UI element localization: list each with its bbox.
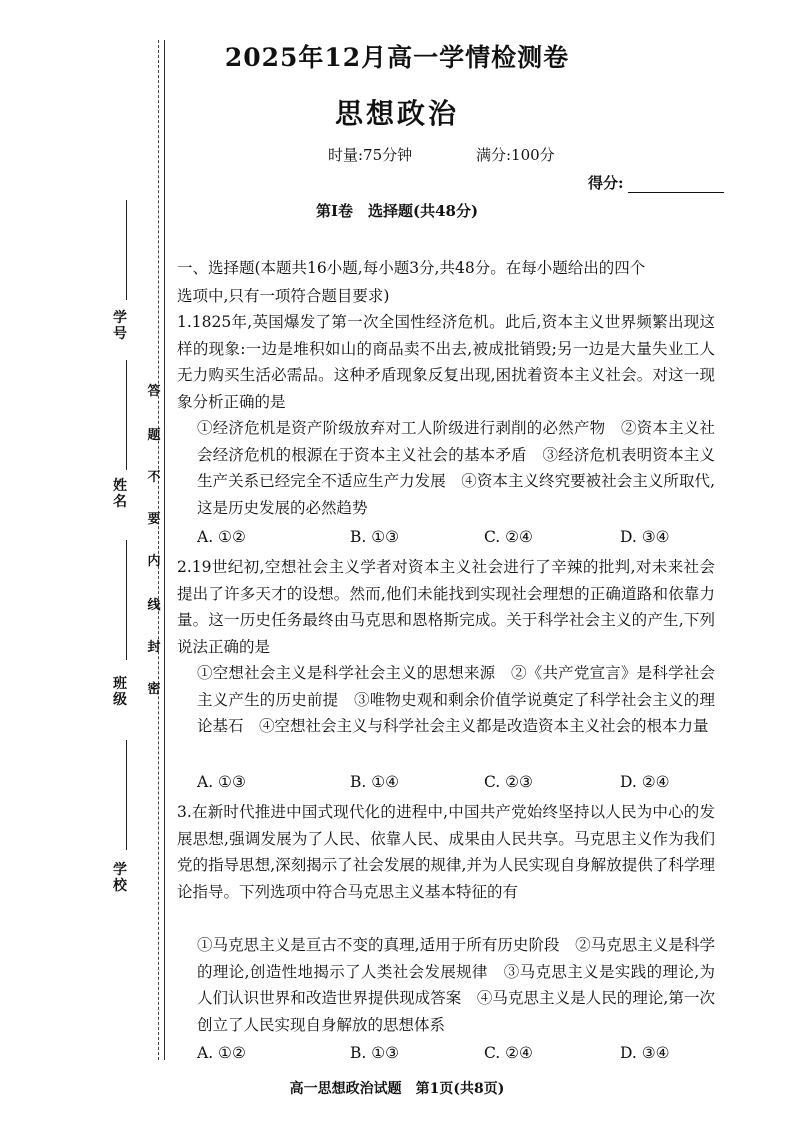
binding-warning-char: 不 [147,470,161,485]
time-limit: 时量:75分钟 [328,146,413,164]
question-2-option-b[interactable]: B. ①④ [350,773,400,791]
binding-warning-char: 线 [147,598,161,613]
section-intro-line-2: 选项中,只有一项符合题目要求) [177,287,390,305]
question-1-statements: ①经济危机是资产阶级放弃对工人阶级进行剥削的必然产物 ②资本主义社会经济危机的根源在于资本主义社会的基本矛盾 ③经济危机表明资本主义生产关系已经完全不适应生产力发展 ④资本主义终究要被社会主义所取代,这是历史发展的必然趋势 [197,419,715,517]
question-2-stem: 2.19世纪初,空想社会主义学者对资本主义社会进行了辛辣的批判,对未来社会提出了许多天才的设想。然而,他们未能找到实现社会理想的正确道路和依靠力量。这一历史任务最终由马克思和恩格斯完成。关于科学社会主义的产生,下列说法正确的是 [177,558,715,656]
name-label: 姓名 [113,478,127,510]
question-1-option-b[interactable]: B. ①③ [350,528,400,546]
class-label: 班级 [113,676,127,708]
question-3-stem: 3.在新时代推进中国式现代化的进程中,中国共产党始终坚持以人民为中心的发展思想,强调发展为了人民、依靠人民、成果由人民共享。马克思主义作为我们党的指导思想,深刻揭示了社会发展的规律,并为人民实现自身解放提供了科学理论指导。下列选项中符合马克思主义基本特征的有 [177,803,715,901]
section-intro-line-1: 一、选择题(本题共16小题,每小题3分,共48分。在每小题给出的四个 [177,259,646,277]
binding-warning-char: 题 [147,428,161,443]
student-id-label: 学号 [113,310,127,342]
question-3-option-a[interactable]: A. ①② [197,1044,246,1062]
question-1-option-a[interactable]: A. ①② [197,528,246,546]
name-field-line[interactable] [126,360,127,470]
question-3-option-b[interactable]: B. ①③ [350,1044,400,1062]
score-blank[interactable] [628,178,724,193]
score-label: 得分: [588,174,624,192]
binding-warning-char: 内 [147,554,161,569]
question-3-option-c[interactable]: C. ②④ [484,1044,533,1062]
question-1-option-d[interactable]: D. ③④ [620,528,670,546]
name-field-line-2[interactable] [126,540,127,660]
binding-warning-char: 封 [147,640,161,655]
question-3-option-d[interactable]: D. ③④ [620,1044,670,1062]
binding-warning-char: 密 [147,682,161,697]
question-2-option-c[interactable]: C. ②③ [484,773,533,791]
question-2-option-a[interactable]: A. ①③ [197,773,246,791]
question-1-option-c[interactable]: C. ②④ [484,528,533,546]
binding-solid-line [164,40,165,1060]
question-1-stem: 1.1825年,英国爆发了第一次全国性经济危机。此后,资本主义世界频繁出现这样的现象:一边是堆积如山的商品卖不出去,被成批销毁;另一边是大量失业工人无力购买生活必需品。这种矛盾现象反复出现,困扰着资本主义社会。对这一现象分析正确的是 [177,313,715,411]
question-2-option-d[interactable]: D. ②④ [620,773,670,791]
section-title: 第Ⅰ卷 选择题(共48分) [315,202,479,220]
question-3-statements: ①马克思主义是亘古不变的真理,适用于所有历史阶段 ②马克思主义是科学的理论,创造性地揭示了人类社会发展规律 ③马克思主义是实践的理论,为人们认识世界和改造世界提供现成答案 ④马克思主义是人民的理论,第一次创立了人民实现自身解放的思想体系 [197,936,715,1034]
binding-warning-char: 答 [147,384,161,399]
score-field[interactable] [588,172,724,193]
subject-title: 思想政治 [334,97,459,130]
binding-warning-char: 要 [147,512,161,527]
exam-title: 2025年12月高一学情检测卷 [224,43,570,72]
question-2-statements: ①空想社会主义是科学社会主义的思想来源 ②《共产党宣言》是科学社会主义产生的历史前提 ③唯物史观和剩余价值学说奠定了科学社会主义的理论基石 ④空想社会主义与科学社会主义都是改造资本主义社会的根本力量 [197,664,715,735]
school-label: 学校 [113,862,127,894]
class-field-line[interactable] [126,740,127,850]
full-score: 满分:100分 [476,146,555,164]
page-footer: 高一思想政治试题 第1页(共8页) [289,1081,505,1097]
